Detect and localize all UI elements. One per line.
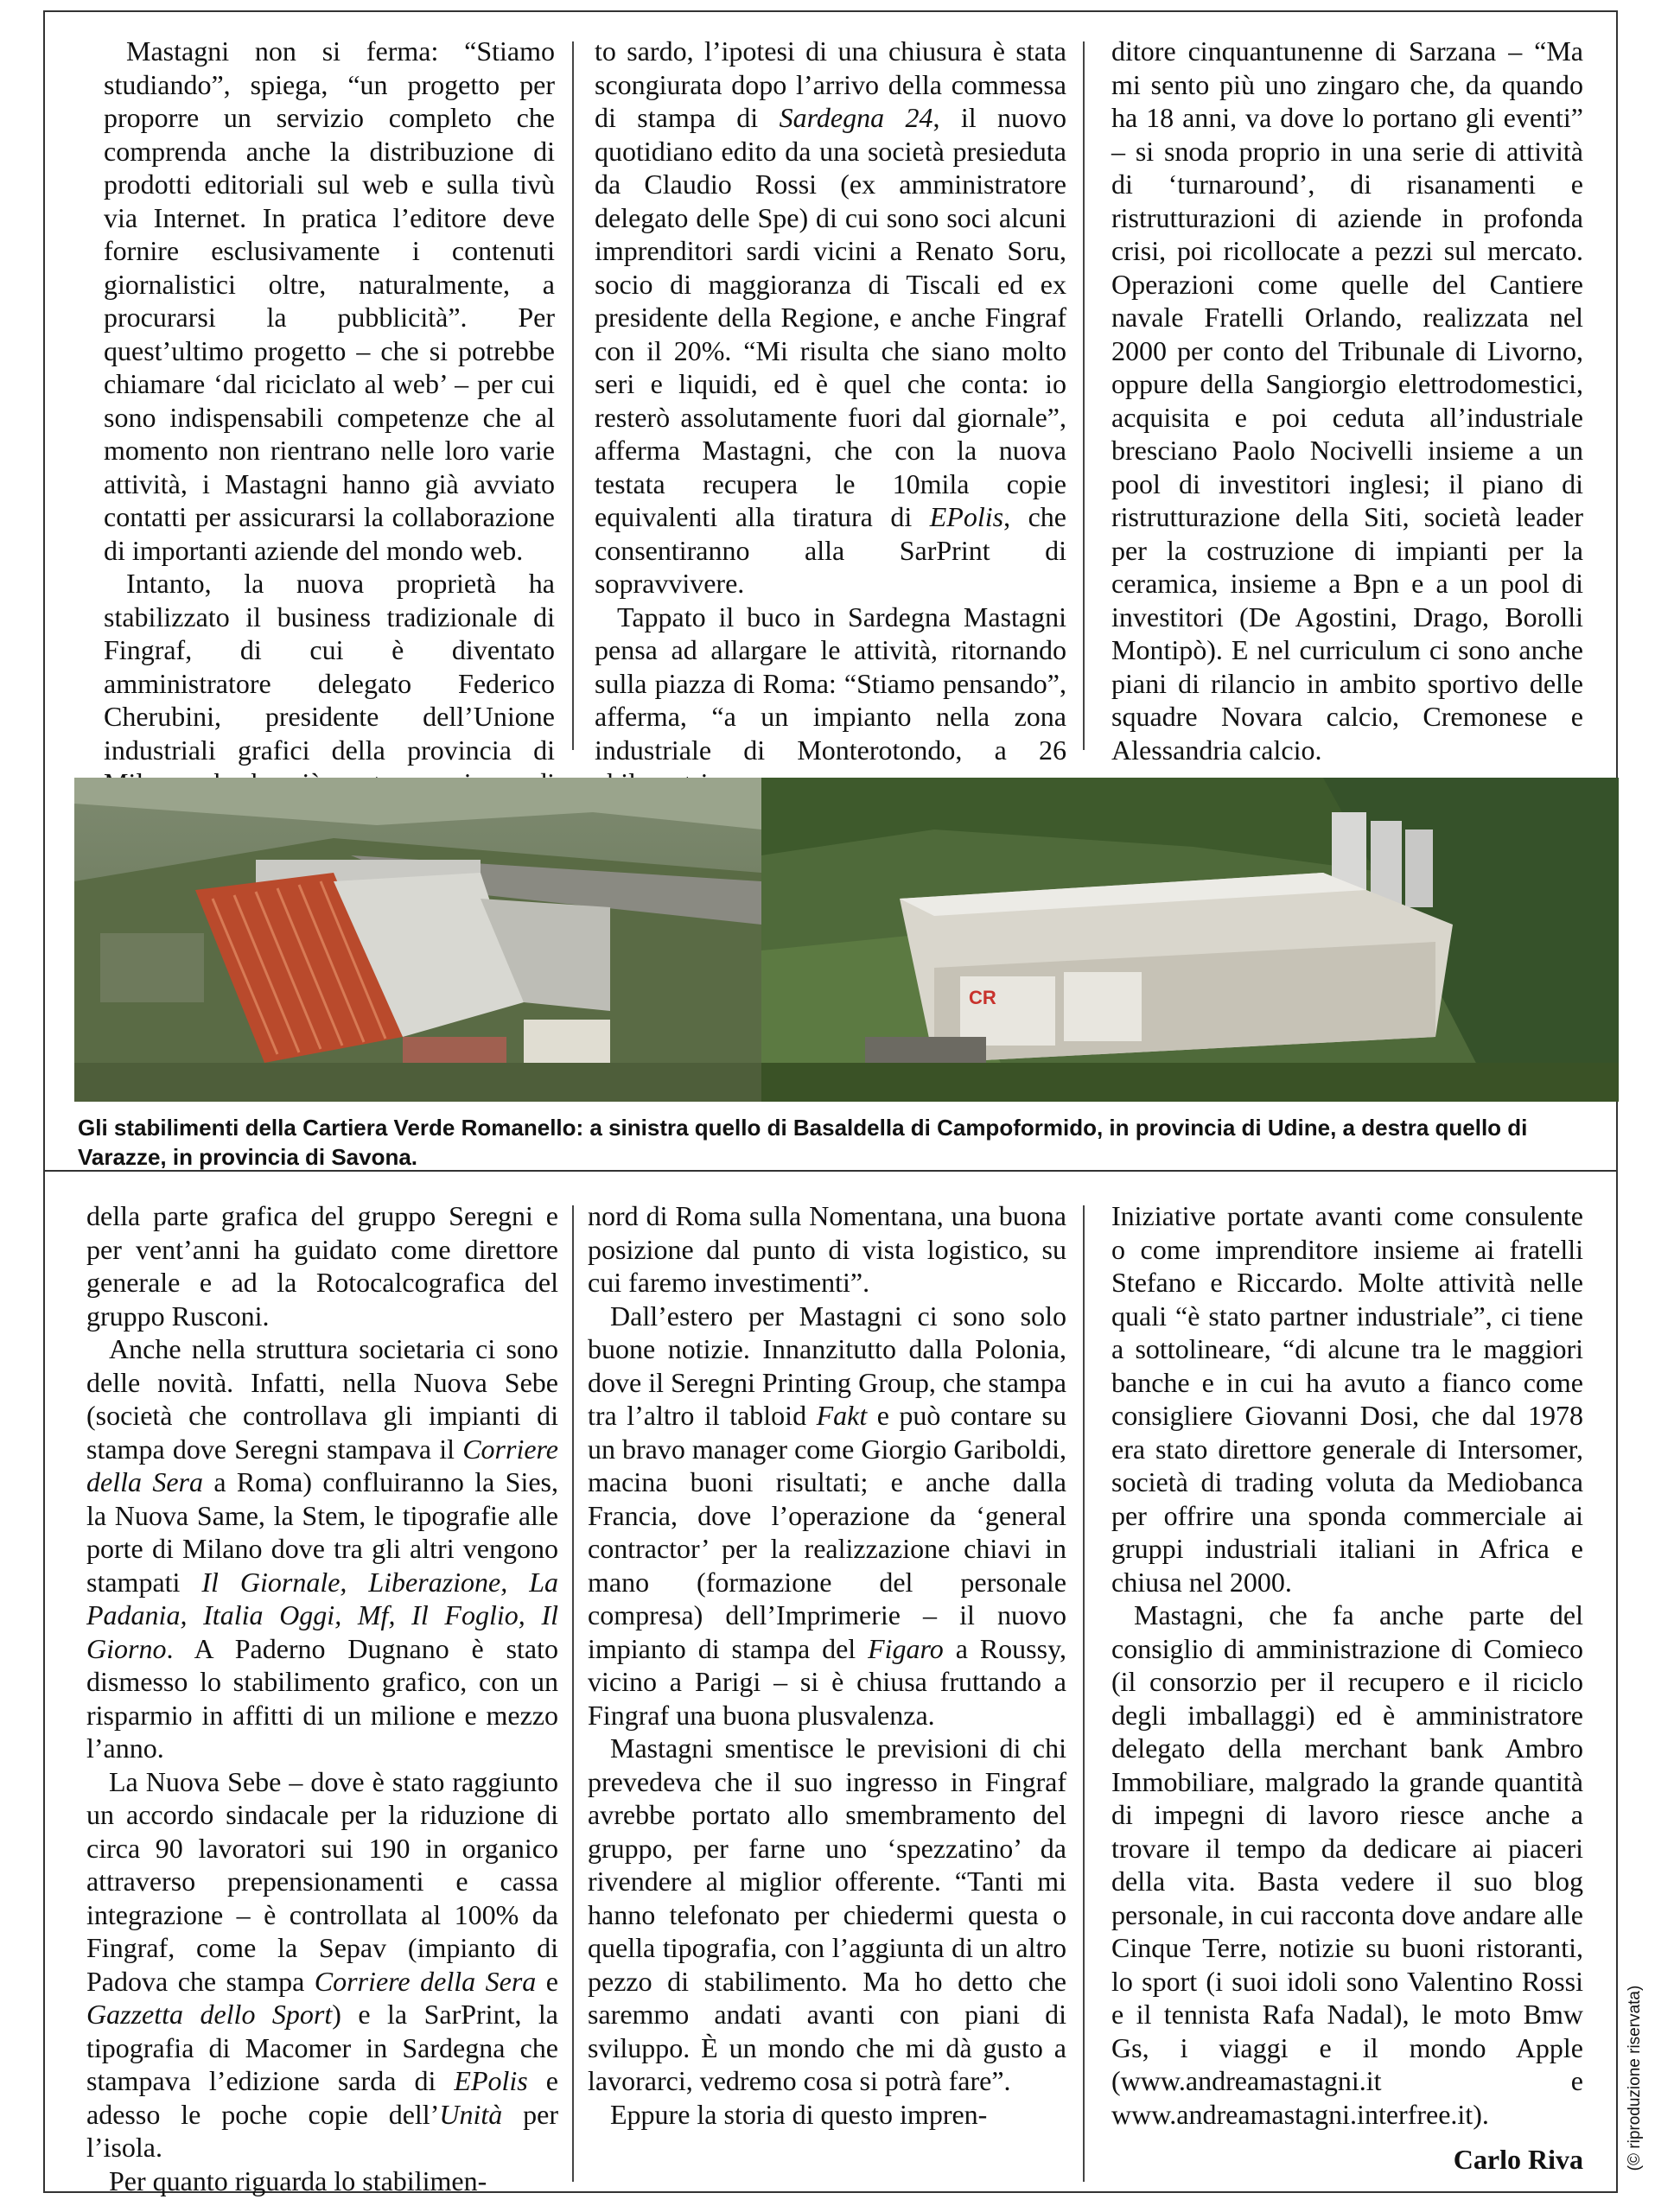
paragraph: Tappato il buco in Sardegna Mastagni pensa ad allargare le attività, ritornando sulla piazza di Roma: “Stiamo pensando”, afferma, “a un impianto nella zona industriale di Monterotondo, a 26 xyxy=(595,601,1066,766)
column-rule xyxy=(1083,41,1085,750)
svg-text:CR: CR xyxy=(969,987,996,1008)
paragraph: Iniziative portate avanti come consulente o come imprenditore insieme ai fratelli Stefano e Riccardo. Molte attività nelle quali “è stato partner industriale”, ci tiene a sottolineare, “di alcune tra le maggiori banche e in cui ha avuto a fianco come consigliere Giovanni Dosi, che dal 1978 era stato direttore generale di Intersomer, società di trading voluta da Mediobanca per offrire una sponda commerciale ai gruppi industriali italiani in Africa e chiusa nel 2000. xyxy=(1111,1200,1583,1598)
paragraph: Intanto, la nuova proprietà ha stabilizzato il business tradizionale di Fingraf, di cui è diventato amministratore delegato Federico Cherubini, presidente dell’Unione industriali grafici della provincia di xyxy=(104,568,555,766)
paragraph: Anche nella struttura societaria ci sono delle novità. Infatti, nella Nuova Sebe (società che controllava gli impianti di stampa dove Seregni stampava il Corriere della Sera a Roma) confluiranno la Sies, la Nuova Same, la Stem, le tipografie alle porte di Milano dove tra gli altri vengono stampati Il Giornale, Liberazione, La Padania, Italia Oggi, Mf, Il Foglio, Il Giorno. A Paderno Dugnano è stato dismesso lo stabilimento grafico, con un risparmio in affitti di un milione e mezzo l’anno. xyxy=(86,1333,559,1764)
section-divider xyxy=(43,1170,1618,1172)
paragraph: Dall’estero per Mastagni ci sono solo buone notizie. Innanzitutto dalla Polonia, dove il Seregni Printing Group, che stampa tra l’altro il tabloid Fakt e può contare su un bravo manager come Giorgio Gariboldi, macina buoni risultati; e anche dalla Francia, dove l’operazione da ‘general contractor’ per la realizzazione chiavi in mano (formazione del personale compresa) dell’Imprimerie – il nuovo impianto di stampa del Figaro a Roussy, vicino a Parigi – si è chiusa fruttando a Fingraf una buona plusvalenza. xyxy=(588,1300,1067,1731)
column-rule xyxy=(572,41,574,750)
paragraph: Mastagni non si ferma: “Stiamo studiando”, spiega, “un progetto per proporre un servizio completo che comprenda anche la distribuzione di prodotti editoriali sul web e sulla tivù via Internet. In pratica l’editore deve fornire esclusivamente i contenuti giornalistici oltre, naturalmente, a procurarsi la pubblicità”. Per quest’ultimo progetto – che si potrebbe chiamare ‘dal riciclato al web’ – per cui sono indispensabili competenze che al momento non rientrano nelle loro varie attività, i Mastagni hanno già avviato contatti per assicurarsi la collaborazione di importanti aziende del mondo web. xyxy=(104,35,555,566)
copyright-notice: (© riproduzione riservata) xyxy=(1626,1985,1644,2171)
paragraph: La Nuova Sebe – dove è stato raggiunto un accordo sindacale per la riduzione di circa 90 lavoratori sui 190 in organico attraverso prepensionamenti e cassa integrazione – è controllata al 100% da Fingraf, come la Sepav (impianto di Padova che stampa Corriere della Sera e Gazzetta dello Sport) e la SarPrint, la tipografia di Macomer in Sardegna che stampava l’edizione sarda di EPolis e adesso le poche copie dell’Unità per l’isola. xyxy=(86,1765,559,2163)
bottom-column-2 xyxy=(588,1199,1066,2176)
paragraph: Eppure la storia di questo impren- xyxy=(610,2098,988,2130)
paragraph: to sardo, l’ipotesi di una chiusura è stata scongiurata dopo l’arrivo della commessa di stampa di Sardegna 24, il nuovo quotidiano edito da una società presieduta da Claudio Rossi (ex amministratore delegato delle Spe) di cui sono soci alcuni imprenditori sardi vicini a Renato Soru, socio di maggioranza di Tiscali ed ex presidente della Regione, e anche Fingraf con il 20%. “Mi risulta che siano molto seri e liquidi, ed è quel che conta: io resterò assolutamente fuori dal giornale”, afferma Mastagni, che con la nuova testata recupera le 10mila copie equivalenti alla tiratura di EPolis, che consentiranno alla SarPrint di sopravvivere. xyxy=(595,35,1067,599)
paragraph: nord di Roma sulla Nomentana, una buona posizione dal punto di vista logistico, su cui faremo investimenti”. xyxy=(588,1200,1066,1298)
photo-varazze-plant xyxy=(761,778,1619,1102)
top-column-1 xyxy=(104,35,555,766)
paragraph: della parte grafica del gruppo Seregni e per vent’anni ha guidato come direttore generale e ad la Rotocalcografica del gruppo Rusconi. xyxy=(86,1200,558,1332)
column-rule xyxy=(572,1205,574,2182)
bottom-column-3 xyxy=(1111,1199,1583,2184)
paragraph: Per quanto riguarda lo stabilimen- xyxy=(109,2164,487,2196)
top-column-3 xyxy=(1111,35,1583,766)
photo-caption: Gli stabilimenti della Cartiera Verde Romanello: a sinistra quello di Basaldella di Campoformido, in provincia di Udine, a destra quello di Varazze, in provincia di Savona. xyxy=(78,1115,1528,1170)
top-column-2 xyxy=(595,35,1067,766)
paragraph: ditore cinquantunenne di Sarzana – “Ma mi sento più uno zingaro che, da quando ha 18 anni, va dove lo portano gli eventi” – si snoda proprio in una serie di attività di ‘turnaround’, di risanamenti e ristrutturazioni di aziende in profonda crisi, poi ricollocate a pezzi sul mercato. Operazioni come quelle del Cantiere navale Fratelli Orlando, realizzata nel 2000 per conto del Tribunale di Livorno, oppure della Sangiorgio elettrodomestici, acquisita e poi ceduta all’industriale bresciano Paolo Nocivelli insieme a un pool di investitori inglesi; il piano di ristrutturazione della Siti, società leader per la costruzione di impianti per la ceramica, insieme a Bpn e a un pool di investitori (De Agostini, Drago, Borolli Montipò). E nel curriculum ci sono anche piani di rilancio in ambito sportivo delle squadre Novara calcio, Cremonese e Alessandria calcio. xyxy=(1111,35,1583,766)
author-signature: Carlo Riva xyxy=(1453,2144,1583,2175)
photo-basaldella-plant xyxy=(74,778,761,1102)
paragraph: Mastagni, che fa anche parte del consiglio di amministrazione di Comieco (il consorzio per il recupero e il riciclo degli imballaggi) ed è amministratore delegato della merchant bank Ambro Immobiliare, malgrado la grande quantità di impegni di lavoro riesce anche a trovare il tempo da dedicare ai piaceri della vita. Basta vedere il suo blog personale, in cui racconta dove andare alle Cinque Terre, notizie su buoni ristoranti, lo sport (i suoi idoli sono Valentino Rossi e il tennista Rafa Nadal), le moto Bmw Gs, i viaggi e il mondo Apple (www.andreamastagni.it e www.andreamastagni.interfree.it). xyxy=(1111,1599,1583,2130)
paragraph: Mastagni smentisce le previsioni di chi prevedeva che il suo ingresso in Fingraf avrebbe portato allo smembramento del gruppo, per farne uno ‘spezzatino’ da rivendere al miglior offerente. “Tanti mi hanno telefonato per chiedermi questa o quella tipografia, con l’aggiunta di un altro pezzo di stabilimento. Ma ho detto che saremmo andati avanti con piani di sviluppo. È un mondo che mi dà gusto a lavorarci, vedremo cosa si potrà fare”. xyxy=(588,1732,1066,2096)
column-rule xyxy=(1083,1205,1085,2182)
bottom-column-1 xyxy=(86,1199,559,2196)
